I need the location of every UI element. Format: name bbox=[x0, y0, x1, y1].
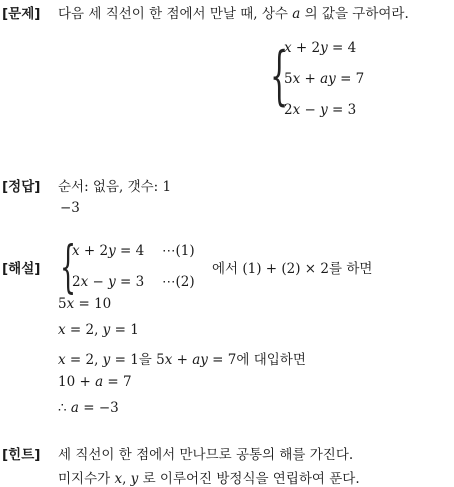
solution-eq-1: 𝑥 + 2𝑦 = 4 bbox=[72, 243, 145, 259]
problem-eq-3: 2𝑥 − 𝑦 = 3 bbox=[284, 102, 357, 118]
answer-meta: 순서: 없음, 갯수: 1 bbox=[58, 179, 172, 195]
solution-step-1: 5𝑥 = 10 bbox=[58, 296, 112, 312]
answer-value: −3 bbox=[60, 200, 80, 216]
hint-line-1: 세 직선이 한 점에서 만나므로 공통의 해를 가진다. bbox=[58, 447, 354, 463]
solution-ref-1: ⋯(1) bbox=[162, 243, 195, 259]
solution-step-2: 𝑥 = 2, 𝑦 = 1 bbox=[58, 322, 139, 338]
answer-tag: [정답] bbox=[2, 179, 41, 195]
problem-tag: [문제] bbox=[2, 6, 41, 22]
solution-step-5: ∴ 𝑎 = −3 bbox=[58, 400, 119, 416]
solution-ref-2: ⋯(2) bbox=[162, 274, 195, 290]
solution-step-4: 10 + 𝑎 = 7 bbox=[58, 374, 132, 390]
solution-eq-2: 2𝑥 − 𝑦 = 3 bbox=[72, 274, 145, 290]
solution-tag: [해설] bbox=[2, 261, 41, 277]
solution-brace: { bbox=[60, 235, 77, 300]
hint-line-2: 미지수가 𝑥, 𝑦 로 이루어진 방정식을 연립하여 푼다. bbox=[58, 471, 360, 487]
problem-eq-2: 5𝑥 + 𝑎𝑦 = 7 bbox=[284, 71, 365, 87]
hint-tag: [힌트] bbox=[2, 447, 41, 463]
problem-eq-1: 𝑥 + 2𝑦 = 4 bbox=[284, 40, 357, 56]
problem-brace: { bbox=[270, 39, 289, 113]
solution-action: 에서 (1) + (2) × 2를 하면 bbox=[212, 261, 373, 277]
problem-statement: 다음 세 직선이 한 점에서 만날 때, 상수 𝑎 의 값을 구하여라. bbox=[58, 6, 409, 22]
solution-step-3: 𝑥 = 2, 𝑦 = 1을 5𝑥 + 𝑎𝑦 = 7에 대입하면 bbox=[58, 352, 306, 368]
